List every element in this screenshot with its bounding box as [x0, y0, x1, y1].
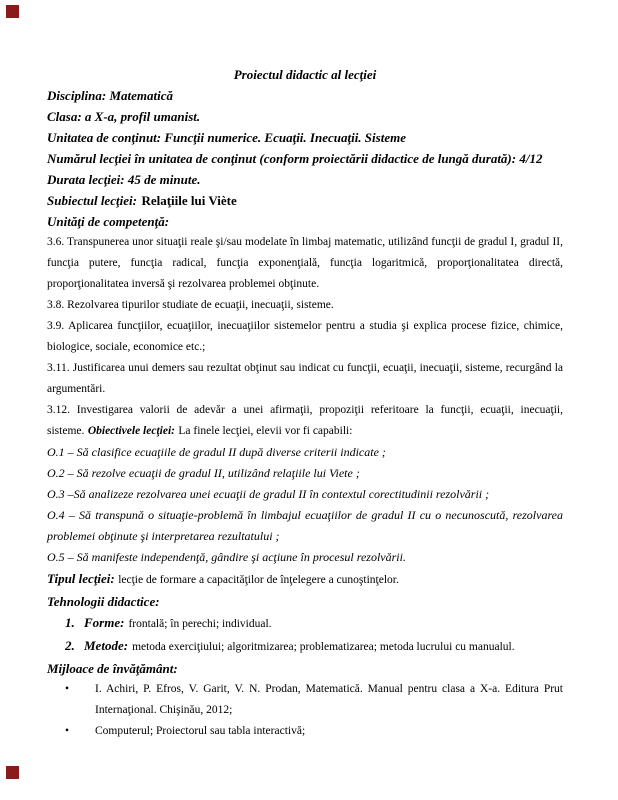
list-number: 2.: [65, 638, 75, 653]
subiect-label: Subiectul lecţiei:: [47, 193, 137, 208]
page-title: Proiectul didactic al lecţiei: [233, 67, 377, 82]
meta-subiect: [47, 190, 563, 211]
list-item-forme: [47, 612, 563, 635]
bullet-item-computer-text: Computerul; Proiectorul sau tabla interactivă;: [95, 725, 306, 737]
heading-tehnologii: Tehnologii didactice:: [47, 594, 160, 609]
paragraph-3-12-text: 3.12. Investigarea valorii de adevăr a unei afirmaţii, propoziţii referitoare la funcţii, ecuaţii, inecuaţii, sisteme.: [47, 404, 563, 437]
lesson-type-label: Tipul lecţiei:: [47, 571, 115, 586]
subiect-value: Relaţiile lui Viète: [141, 193, 237, 208]
metode-text: metoda exerciţiului; algoritmizarea; problematizarea; metoda lucrului cu manualul.: [132, 641, 515, 653]
metode-label: Metode:: [84, 638, 129, 653]
list-number: 1.: [65, 615, 75, 630]
bullet-icon: •: [65, 683, 70, 695]
objective-o4: O.4 – Să transpună o situaţie-problemă în limbajul ecuaţiilor de gradul II cu o necunoscută, rezolvarea problemei obţinute şi interpretarea rezultatului ;: [47, 508, 563, 543]
paragraph-3-8: 3.8. Rezolvarea tipurilor studiate de ecuaţii, inecuaţii, sisteme.: [47, 299, 334, 311]
objective-o1: O.1 – Să clasifice ecuaţiile de gradul II după diverse criterii indicate ;: [47, 445, 386, 459]
forme-label: Forme:: [84, 615, 125, 630]
bullet-item-manual-text: I. Achiri, P. Efros, V. Garit, V. N. Prodan, Matematică. Manual pentru clasa a X-a. Editura Prut Internaţional. Chişinău, 2012;: [95, 683, 563, 716]
forme-text: frontală; în perechi; individual.: [128, 618, 272, 630]
lesson-type-text: lecţie de formare a capacităţilor de înţelegere a cunoştinţelor.: [118, 574, 399, 586]
obiectivele-intro: La finele lecţiei, elevii vor fi capabili:: [178, 425, 353, 437]
bullet-item-computer: [47, 721, 563, 742]
meta-unitatea: Unitatea de conţinut: Funcţii numerice. Ecuaţii. Inecuaţii. Sisteme: [47, 130, 406, 145]
heading-competente: Unităţi de competenţă:: [47, 214, 170, 229]
heading-mijloace: Mijloace de învăţământ:: [47, 661, 178, 676]
objective-o3: O.3 –Să analizeze rezolvarea unei ecuaţii de gradul II în contextul corectitudinii rezolvării ;: [47, 487, 490, 501]
bullet-item-manual: [47, 679, 563, 721]
meta-durata: Durata lecţiei: 45 de minute.: [47, 172, 201, 187]
red-corner-marker-bottom: [6, 766, 19, 779]
bullet-icon: •: [65, 725, 70, 737]
meta-numarul: Numărul lecţiei în unitatea de conţinut (conform proiectării didactice de lungă durată): 4/12: [47, 151, 543, 166]
lesson-type-line: [47, 568, 563, 591]
meta-disciplina: Disciplina: Matematică: [47, 88, 174, 103]
objective-o2: O.2 – Să rezolve ecuaţii de gradul II, utilizând relaţiile lui Viete ;: [47, 466, 360, 480]
paragraph-3-9: 3.9. Aplicarea funcţiilor, ecuaţiilor, inecuaţiilor sistemelor pentru a studia şi explica procese fizice, chimice, biologice, sociale, economice etc.;: [47, 320, 563, 353]
paragraph-3-6: 3.6. Transpunerea unor situaţii reale şi/sau modelate în limbaj matematic, utilizând funcţii de gradul I, gradul II, funcţia putere, funcţia radical, funcţia exponenţială, funcţia logaritmică, proporţionalitatea directă, proporţionalitatea inversă şi rezolvarea problemei obţinute.: [47, 236, 563, 290]
objective-o5: O.5 – Să manifeste independenţă, gândire şi acţiune în procesul rezolvării.: [47, 550, 406, 564]
red-corner-marker-top: [6, 5, 19, 18]
paragraph-3-11: 3.11. Justificarea unui demers sau rezultat obţinut sau indicat cu funcţii, ecuaţii, inecuaţii, sisteme, recurgând la argumentări.: [47, 362, 563, 395]
paragraph-3-12: [47, 400, 563, 442]
obiectivele-label: Obiectivele lecţiei:: [87, 425, 175, 437]
meta-clasa: Clasa: a X-a, profil umanist.: [47, 109, 201, 124]
list-item-metode: [47, 635, 563, 658]
